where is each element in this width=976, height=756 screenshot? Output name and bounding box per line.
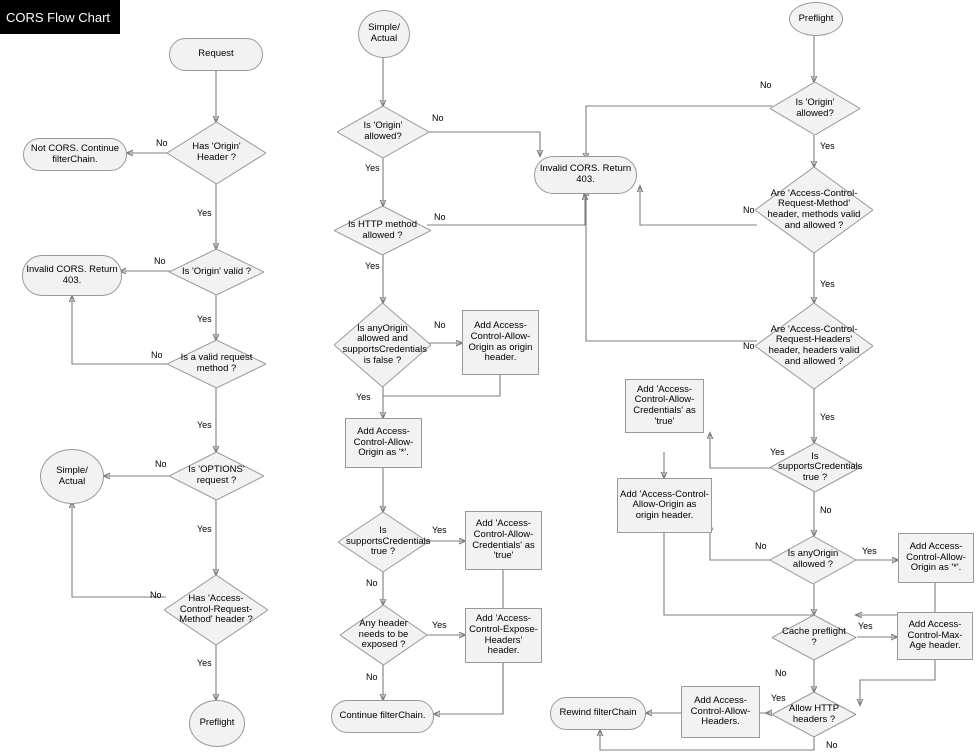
node-r-rewind-filterchain[interactable]: Rewind filterChain [550, 697, 646, 730]
node-label: Is HTTP method allowed ? [348, 218, 417, 241]
edge-label-yes: Yes [197, 208, 212, 218]
edge-label-yes: Yes [770, 447, 785, 457]
edge-label-yes: Yes [197, 314, 212, 324]
node-label: Is a valid request method ? [180, 352, 253, 374]
node-m-invalid-cors-403[interactable]: Invalid CORS. Return 403. [534, 156, 637, 194]
edge-label-yes: Yes [820, 412, 835, 422]
edge-label-no: No [366, 672, 378, 682]
node-label: Is anyOrigin allowed and supportsCredentials is false ? [342, 322, 428, 366]
edge-label-yes: Yes [197, 420, 212, 430]
node-r-cache-preflight[interactable] [772, 615, 856, 660]
node-label: Any header needs to be exposed ? [358, 618, 409, 651]
edge-label-yes: Yes [771, 693, 786, 703]
node-label: Is 'Origin' valid ? [181, 265, 252, 277]
node-valid-request-method[interactable] [167, 340, 266, 388]
page-title: CORS Flow Chart [0, 0, 120, 34]
node-has-origin-header[interactable] [167, 122, 266, 184]
edge-label-yes: Yes [820, 141, 835, 151]
edge-label-yes: Yes [432, 525, 447, 535]
edge-label-no: No [760, 80, 772, 90]
node-preflight-left[interactable]: Preflight [189, 700, 245, 747]
node-label: Are 'Access-Control-Request-Method' header, methods valid and allowed ? [767, 187, 861, 231]
node-label: Allow HTTP headers ? [788, 702, 840, 725]
node-r-add-acac-true[interactable]: Add 'Access-Control-Allow-Credentials' as 'true' [625, 379, 704, 433]
edge-label-yes: Yes [365, 163, 380, 173]
edge-label-no: No [155, 459, 167, 469]
edge-label-yes: Yes [197, 658, 212, 668]
edge-label-yes: Yes [862, 546, 877, 556]
node-label: Has 'Origin' Header ? [192, 141, 241, 163]
node-label: Has 'Access-Control-Request-Method' header ? [179, 593, 253, 626]
node-has-acrm-header[interactable] [164, 575, 268, 645]
edge-label-no: No [775, 668, 787, 678]
node-r-anyorigin-allowed[interactable] [770, 536, 856, 584]
node-r-add-acao-origin[interactable]: Add 'Access-Control-Allow-Origin as origin header. [617, 478, 712, 533]
node-label: Is 'Origin' allowed? [363, 120, 403, 142]
node-label: Is supportsCredentials true ? [346, 525, 431, 558]
node-m-add-acao-origin[interactable]: Add Access-Control-Allow-Origin as origin header. [462, 310, 539, 375]
node-invalid-cors-403-left[interactable]: Invalid CORS. Return 403. [22, 255, 122, 296]
node-m-anyorigin-allowed[interactable] [334, 303, 431, 387]
edge-label-yes: Yes [432, 620, 447, 630]
node-label: Is 'Origin' allowed? [795, 96, 835, 119]
node-m-origin-allowed[interactable] [337, 106, 429, 158]
edge-label-no: No [820, 505, 832, 515]
node-m-http-method-allowed[interactable] [334, 206, 431, 255]
edge-label-yes: Yes [197, 524, 212, 534]
node-origin-valid[interactable] [169, 249, 264, 295]
node-not-cors-continue[interactable]: Not CORS. Continue filterChain. [23, 138, 127, 171]
node-m-any-header-exposed[interactable] [340, 605, 427, 665]
edge-label-no: No [151, 350, 163, 360]
node-m-supports-credentials[interactable] [338, 512, 431, 572]
node-label: Is supportsCredentials true ? [778, 450, 863, 483]
node-simple-actual-left[interactable]: Simple/ Actual [40, 449, 104, 504]
edge-label-no: No [150, 590, 162, 600]
edge-label-no: No [743, 205, 755, 215]
edge-label-yes: Yes [820, 279, 835, 289]
node-simple-actual-middle[interactable]: Simple/ Actual [358, 10, 410, 58]
node-r-add-acao-star[interactable]: Add Access-Control-Allow-Origin as '*'. [898, 533, 974, 583]
node-request[interactable]: Request [169, 38, 263, 71]
edge-label-yes: Yes [356, 392, 371, 402]
node-r-add-max-age[interactable]: Add Access-Control-Max-Age header. [897, 612, 973, 660]
node-m-add-expose-headers[interactable]: Add 'Access-Control-Expose-Headers' header. [465, 608, 542, 663]
node-r-add-acah[interactable]: Add Access-Control-Allow-Headers. [681, 686, 760, 738]
edge-label-no: No [755, 541, 767, 551]
edge-label-no: No [743, 341, 755, 351]
node-label: Is 'OPTIONS' request ? [188, 464, 245, 486]
edge-label-no: No [154, 256, 166, 266]
edge-label-yes: Yes [858, 621, 873, 631]
edge-label-no: No [366, 578, 378, 588]
edge-label-no: No [156, 138, 168, 148]
node-label: Are 'Access-Control-Request-Headers' header, headers valid and allowed ? [768, 323, 860, 367]
node-label: Cache preflight ? [782, 625, 846, 648]
edge-label-no: No [432, 113, 444, 123]
node-m-add-acac-true[interactable]: Add 'Access-Control-Allow-Credentials' as 'true' [465, 511, 542, 570]
node-is-options-request[interactable] [169, 452, 264, 500]
node-preflight-right[interactable]: Preflight [789, 2, 843, 36]
node-label: Is anyOrigin allowed ? [787, 548, 839, 570]
node-r-acrm-valid[interactable] [755, 167, 873, 253]
node-r-acrh-valid[interactable] [755, 303, 873, 389]
edge-label-no: No [826, 740, 838, 750]
edge-label-no: No [434, 320, 446, 330]
edge-label-yes: Yes [365, 261, 380, 271]
node-r-origin-allowed[interactable] [770, 82, 860, 135]
node-m-add-acao-star[interactable]: Add Access-Control-Allow-Origin as '*'. [345, 418, 422, 468]
node-m-continue-filterchain[interactable]: Continue filterChain. [331, 700, 434, 733]
edge-label-no: No [434, 212, 446, 222]
